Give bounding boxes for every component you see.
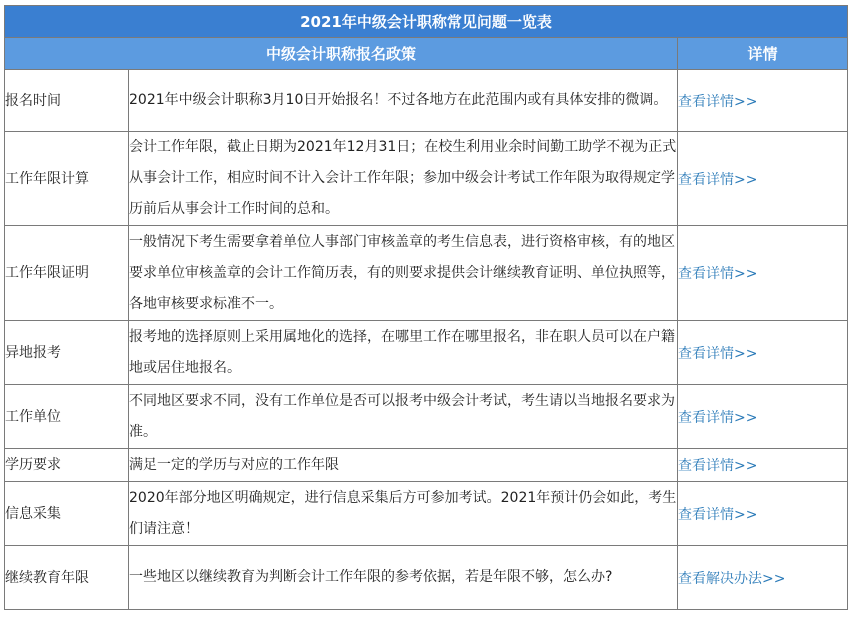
row-description: 不同地区要求不同，没有工作单位是否可以报考中级会计考试，考生请以当地报名要求为准。 (129, 385, 678, 449)
view-details-link[interactable]: 查看详情>> (678, 458, 758, 474)
row-label: 工作年限计算 (5, 132, 129, 226)
table-row (5, 546, 848, 610)
row-label: 学历要求 (5, 449, 129, 482)
title-row (5, 6, 848, 38)
row-description: 报考地的选择原则上采用属地化的选择，在哪里工作在哪里报名，非在职人员可以在户籍地或居住地报名。 (129, 321, 678, 385)
header-row (5, 38, 848, 70)
faq-table (4, 5, 848, 610)
row-label: 工作单位 (5, 385, 129, 449)
view-details-link[interactable]: 查看详情>> (678, 345, 758, 362)
view-solution-link[interactable]: 查看解决办法>> (678, 570, 786, 587)
row-description: 会计工作年限，截止日期为2021年12月31日；在校生利用业余时间勤工助学不视为正式从事会计工作，相应时间不计入会计工作年限；参加中级会计考试工作年限为取得规定学历前后从事会计工作时间的总和。 (129, 132, 678, 226)
view-details-link[interactable]: 查看详情>> (678, 266, 758, 282)
row-description: 一些地区以继续教育为判断会计工作年限的参考依据，若是年限不够，怎么办? (129, 546, 678, 610)
row-label: 异地报考 (5, 321, 129, 385)
view-details-link[interactable]: 查看详情>> (678, 93, 758, 110)
table-row (5, 226, 848, 321)
row-label: 工作年限证明 (5, 226, 129, 321)
row-description: 2020年部分地区明确规定，进行信息采集后方可参加考试。2021年预计仍会如此，考生们请注意！ (129, 482, 678, 546)
row-description: 一般情况下考生需要拿着单位人事部门审核盖章的考生信息表，进行资格审核，有的地区要求单位审核盖章的会计工作简历表，有的则要求提供会计继续教育证明、单位执照等，各地审核要求标准不一。 (129, 226, 678, 321)
table-row (5, 482, 848, 546)
table-row (5, 449, 848, 482)
row-label: 信息采集 (5, 482, 129, 546)
header-details: 详情 (678, 38, 848, 70)
row-label: 继续教育年限 (5, 546, 129, 610)
table-title: 2021年中级会计职称常见问题一览表 (5, 6, 848, 38)
table-row (5, 70, 848, 132)
table-row (5, 385, 848, 449)
row-description: 满足一定的学历与对应的工作年限 (129, 449, 678, 482)
view-details-link[interactable]: 查看详情>> (678, 506, 758, 523)
view-details-link[interactable]: 查看详情>> (678, 171, 758, 188)
row-label: 报名时间 (5, 70, 129, 132)
header-policy: 中级会计职称报名政策 (5, 38, 678, 70)
table-row (5, 132, 848, 226)
table-row (5, 321, 848, 385)
row-description: 2021年中级会计职称3月10日开始报名！不过各地方在此范围内或有具体安排的微调。 (129, 70, 678, 132)
view-details-link[interactable]: 查看详情>> (678, 409, 758, 426)
